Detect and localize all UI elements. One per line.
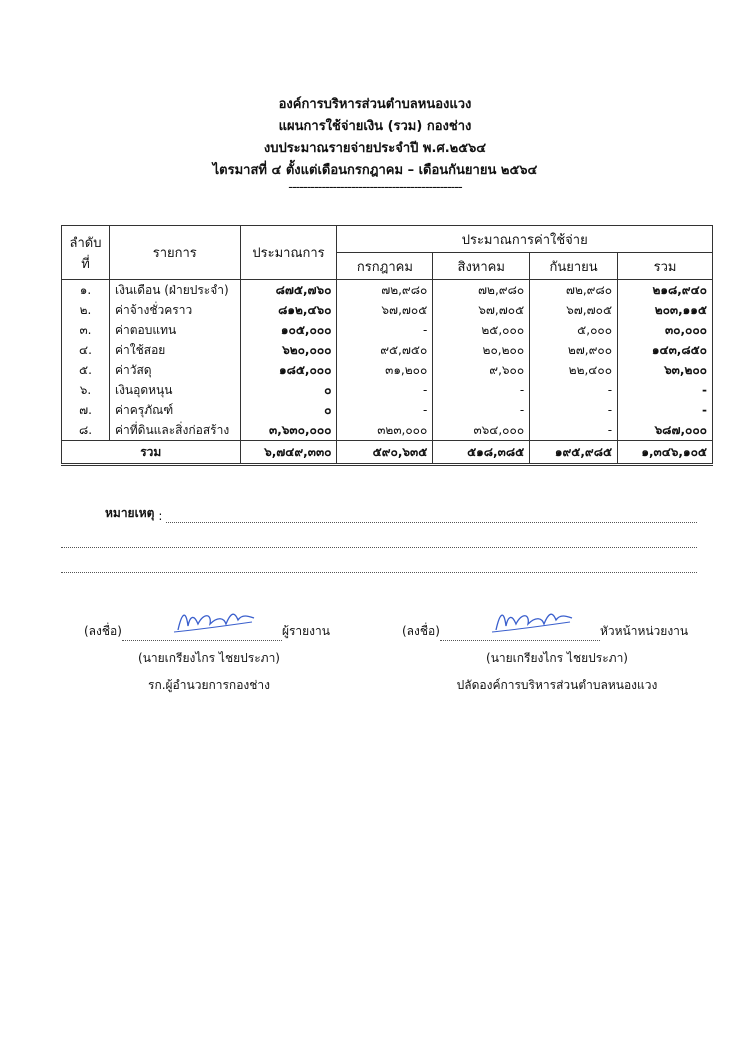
row-aug: ๗๒,๙๘๐ bbox=[433, 280, 530, 301]
row-jul: ๙๕,๗๕๐ bbox=[337, 340, 433, 360]
budget-table bbox=[61, 225, 713, 466]
row-aug: - bbox=[433, 400, 530, 420]
table-row bbox=[62, 380, 713, 400]
handwritten-signature bbox=[164, 606, 264, 636]
row-total: ๒๐๓,๑๑๕ bbox=[618, 300, 713, 320]
signature-block-head bbox=[402, 622, 712, 695]
row-sep: - bbox=[530, 400, 618, 420]
sign-prefix: (ลงชื่อ) bbox=[402, 624, 440, 638]
row-estimate: ๘๗๕,๗๖๐ bbox=[240, 280, 337, 301]
col-header-aug: สิงหาคม bbox=[433, 253, 530, 280]
row-aug: ๒๕,๐๐๐ bbox=[433, 320, 530, 340]
signature-line bbox=[122, 628, 282, 641]
row-estimate: ๑๘๕,๐๐๐ bbox=[240, 360, 337, 380]
row-total: ๓๐,๐๐๐ bbox=[618, 320, 713, 340]
col-header-total: รวม bbox=[618, 253, 713, 280]
col-header-no bbox=[62, 226, 110, 280]
row-estimate: ๐ bbox=[240, 380, 337, 400]
row-sep: - bbox=[530, 380, 618, 400]
sign-role: ผู้รายงาน bbox=[281, 624, 330, 638]
row-item: ค่าครุภัณฑ์ bbox=[109, 400, 240, 420]
total-sep: ๑๙๕,๙๘๕ bbox=[530, 441, 618, 465]
row-number: ๘. bbox=[62, 420, 110, 441]
row-sep: - bbox=[530, 420, 618, 441]
document-header bbox=[0, 94, 750, 194]
row-item: เงินเดือน (ฝ่ายประจำ) bbox=[109, 280, 240, 301]
row-jul: ๖๗,๗๐๕ bbox=[337, 300, 433, 320]
row-item: ค่าจ้างชั่วคราว bbox=[109, 300, 240, 320]
row-item: ค่าใช้สอย bbox=[109, 340, 240, 360]
row-total: - bbox=[618, 400, 713, 420]
signer-name: (นายเกรียงไกร ไชยประภา) bbox=[486, 651, 628, 665]
row-number: ๔. bbox=[62, 340, 110, 360]
row-jul: - bbox=[337, 320, 433, 340]
col-header-sep: กันยายน bbox=[530, 253, 618, 280]
remarks-colon: : bbox=[158, 509, 163, 523]
remarks-line-3 bbox=[61, 558, 697, 573]
row-estimate: ๑๐๕,๐๐๐ bbox=[240, 320, 337, 340]
col-header-no-text: ลำดับที่ bbox=[69, 235, 102, 272]
row-item: ค่าตอบแทน bbox=[109, 320, 240, 340]
org-name: องค์การบริหารส่วนตำบลหนองแวง bbox=[278, 97, 472, 112]
row-sep: ๒๗,๙๐๐ bbox=[530, 340, 618, 360]
handwritten-signature bbox=[482, 606, 582, 636]
row-number: ๒. bbox=[62, 300, 110, 320]
row-estimate: ๖๒๐,๐๐๐ bbox=[240, 340, 337, 360]
row-aug: ๒๐,๒๐๐ bbox=[433, 340, 530, 360]
row-item: ค่าที่ดินและสิ่งก่อสร้าง bbox=[109, 420, 240, 441]
remarks-line-2 bbox=[61, 533, 697, 548]
signer-position: ปลัดองค์การบริหารส่วนตำบลหนองแวง bbox=[456, 678, 658, 692]
row-jul: ๓๑,๒๐๐ bbox=[337, 360, 433, 380]
table-row bbox=[62, 340, 713, 360]
remarks-section bbox=[61, 504, 697, 573]
total-row bbox=[62, 441, 713, 465]
row-number: ๗. bbox=[62, 400, 110, 420]
total-jul: ๕๙๐,๖๓๕ bbox=[337, 441, 433, 465]
row-item: ค่าวัสดุ bbox=[109, 360, 240, 380]
quarter-period: ไตรมาสที่ ๔ ตั้งแต่เดือนกรกฎาคม – เดือนกันยายน ๒๕๖๔ bbox=[212, 163, 538, 178]
table-row bbox=[62, 420, 713, 441]
signature-block-reporter bbox=[84, 622, 334, 695]
col-header-spend-group: ประมาณการค่าใช้จ่าย bbox=[337, 226, 713, 253]
row-estimate: ๐ bbox=[240, 400, 337, 420]
signer-position: รก.ผู้อำนวยการกองช่าง bbox=[148, 678, 270, 692]
row-total: ๒๑๘,๙๔๐ bbox=[618, 280, 713, 301]
col-header-jul: กรกฎาคม bbox=[337, 253, 433, 280]
total-aug: ๕๑๘,๓๘๕ bbox=[433, 441, 530, 465]
total-sum: ๑,๓๔๖,๑๐๕ bbox=[618, 441, 713, 465]
row-estimate: ๘๑๒,๔๖๐ bbox=[240, 300, 337, 320]
row-item: เงินอุดหนุน bbox=[109, 380, 240, 400]
row-estimate: ๓,๖๓๐,๐๐๐ bbox=[240, 420, 337, 441]
row-aug: - bbox=[433, 380, 530, 400]
plan-title: แผนการใช้จ่ายเงิน (รวม) กองช่าง bbox=[278, 119, 472, 134]
table-row bbox=[62, 320, 713, 340]
row-aug: ๖๗,๗๐๕ bbox=[433, 300, 530, 320]
row-total: ๖๓,๒๐๐ bbox=[618, 360, 713, 380]
row-aug: ๓๖๔,๐๐๐ bbox=[433, 420, 530, 441]
table-row bbox=[62, 280, 713, 301]
row-aug: ๙,๖๐๐ bbox=[433, 360, 530, 380]
row-total: ๖๘๗,๐๐๐ bbox=[618, 420, 713, 441]
table-row bbox=[62, 400, 713, 420]
row-number: ๖. bbox=[62, 380, 110, 400]
remarks-label: หมายเหตุ bbox=[105, 506, 155, 520]
row-total: ๑๔๓,๘๕๐ bbox=[618, 340, 713, 360]
budget-year: งบประมาณรายจ่ายประจำปี พ.ศ.๒๕๖๔ bbox=[263, 141, 487, 156]
row-jul: - bbox=[337, 400, 433, 420]
row-sep: ๗๒,๙๘๐ bbox=[530, 280, 618, 301]
row-jul: ๗๒,๙๘๐ bbox=[337, 280, 433, 301]
row-number: ๓. bbox=[62, 320, 110, 340]
row-sep: ๕,๐๐๐ bbox=[530, 320, 618, 340]
total-label: รวม bbox=[62, 441, 241, 465]
total-estimate: ๖,๗๔๙,๓๓๐ bbox=[240, 441, 337, 465]
row-jul: ๓๒๓,๐๐๐ bbox=[337, 420, 433, 441]
col-header-estimate: ประมาณการ bbox=[240, 226, 337, 280]
signature-line bbox=[440, 628, 600, 641]
signer-name: (นายเกรียงไกร ไชยประภา) bbox=[138, 651, 280, 665]
remarks-line-1 bbox=[166, 508, 697, 523]
col-header-item: รายการ bbox=[109, 226, 240, 280]
row-jul: - bbox=[337, 380, 433, 400]
row-sep: ๒๒,๔๐๐ bbox=[530, 360, 618, 380]
row-sep: ๖๗,๗๐๕ bbox=[530, 300, 618, 320]
row-number: ๕. bbox=[62, 360, 110, 380]
row-number: ๑. bbox=[62, 280, 110, 301]
header-divider: ----------------------------------------------- bbox=[288, 180, 462, 195]
table-row bbox=[62, 360, 713, 380]
sign-prefix: (ลงชื่อ) bbox=[84, 624, 122, 638]
sign-role: หัวหน้าหน่วยงาน bbox=[599, 624, 689, 638]
row-total: - bbox=[618, 380, 713, 400]
table-row bbox=[62, 300, 713, 320]
